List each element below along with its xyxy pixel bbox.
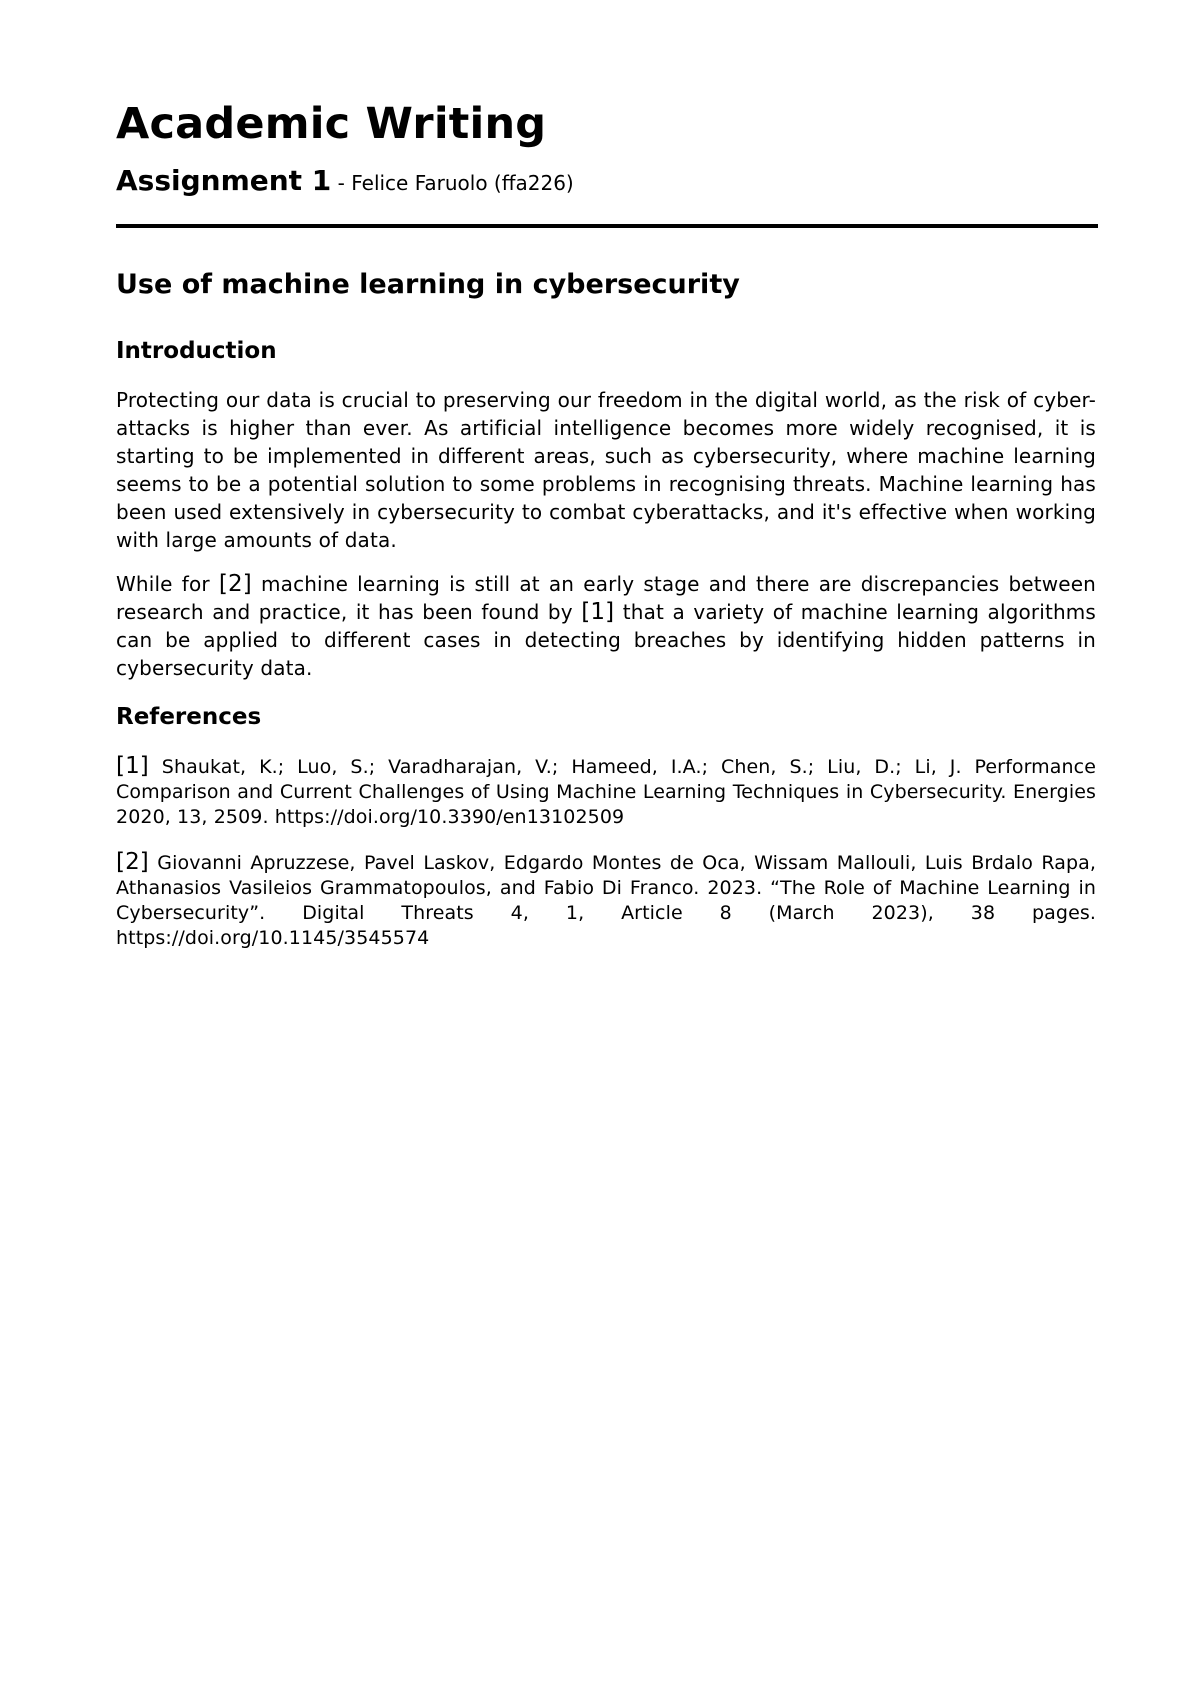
introduction-heading: Introduction bbox=[116, 338, 277, 364]
reference-item bbox=[116, 754, 1096, 830]
reference-number: [2] bbox=[116, 849, 149, 875]
reference-text: Giovanni Apruzzese, Pavel Laskov, Edgardo Montes de Oca, Wissam Mallouli, Luis Brdalo Rapa, Athanasios Vasileios Grammatopoulos, and Fabio Di Franco. 2023. “The Role of Machine Learning in Cybersecurity”. Digital Threats 4, 1, Article 8 (March 2023), 38 pages. https://doi.org/10.1145/3545574 bbox=[116, 852, 1096, 949]
paragraph-text: that a variety of machine learning algorithms can be applied to different cases in detecting breaches by identifying hidden patterns in cybersecurity data. bbox=[116, 600, 1096, 680]
assignment-label: Assignment 1 bbox=[116, 164, 332, 197]
references-heading: References bbox=[116, 704, 262, 730]
reference-item bbox=[116, 850, 1096, 951]
author-line: - Felice Faruolo (ffa226) bbox=[331, 171, 574, 195]
reference-text: Shaukat, K.; Luo, S.; Varadharajan, V.; Hameed, I.A.; Chen, S.; Liu, D.; Li, J. Performance Comparison and Current Challenges of Using Machine Learning Techniques in Cybersecurity. Energies 2020, 13, 2509. https://doi.org/10.3390/en13102509 bbox=[116, 756, 1096, 828]
assignment-line bbox=[116, 164, 1096, 200]
horizontal-rule bbox=[116, 224, 1098, 228]
document-page bbox=[116, 98, 1096, 951]
reference-number: [1] bbox=[116, 753, 149, 779]
introduction-paragraph-2 bbox=[116, 570, 1096, 682]
paragraph-text: machine learning is still at an early stage and there are discrepancies between research and practice, it has been found by bbox=[116, 572, 1096, 624]
citation-2: [2] bbox=[218, 571, 252, 597]
topic-title: Use of machine learning in cybersecurity bbox=[116, 269, 740, 300]
paragraph-text: While for bbox=[116, 572, 219, 596]
document-title: Academic Writing bbox=[116, 99, 547, 149]
citation-1: [1] bbox=[581, 599, 615, 625]
introduction-paragraph-1: Protecting our data is crucial to preserving our freedom in the digital world, as the risk of cyber-attacks is higher than ever. As artificial intelligence becomes more widely recognised, it is starting to be implemented in different areas, such as cybersecurity, where machine learning seems to be a potential solution to some problems in recognising threats. Machine learning has been used extensively in cybersecurity to combat cyberattacks, and it's effective when working with large amounts of data. bbox=[116, 388, 1096, 552]
